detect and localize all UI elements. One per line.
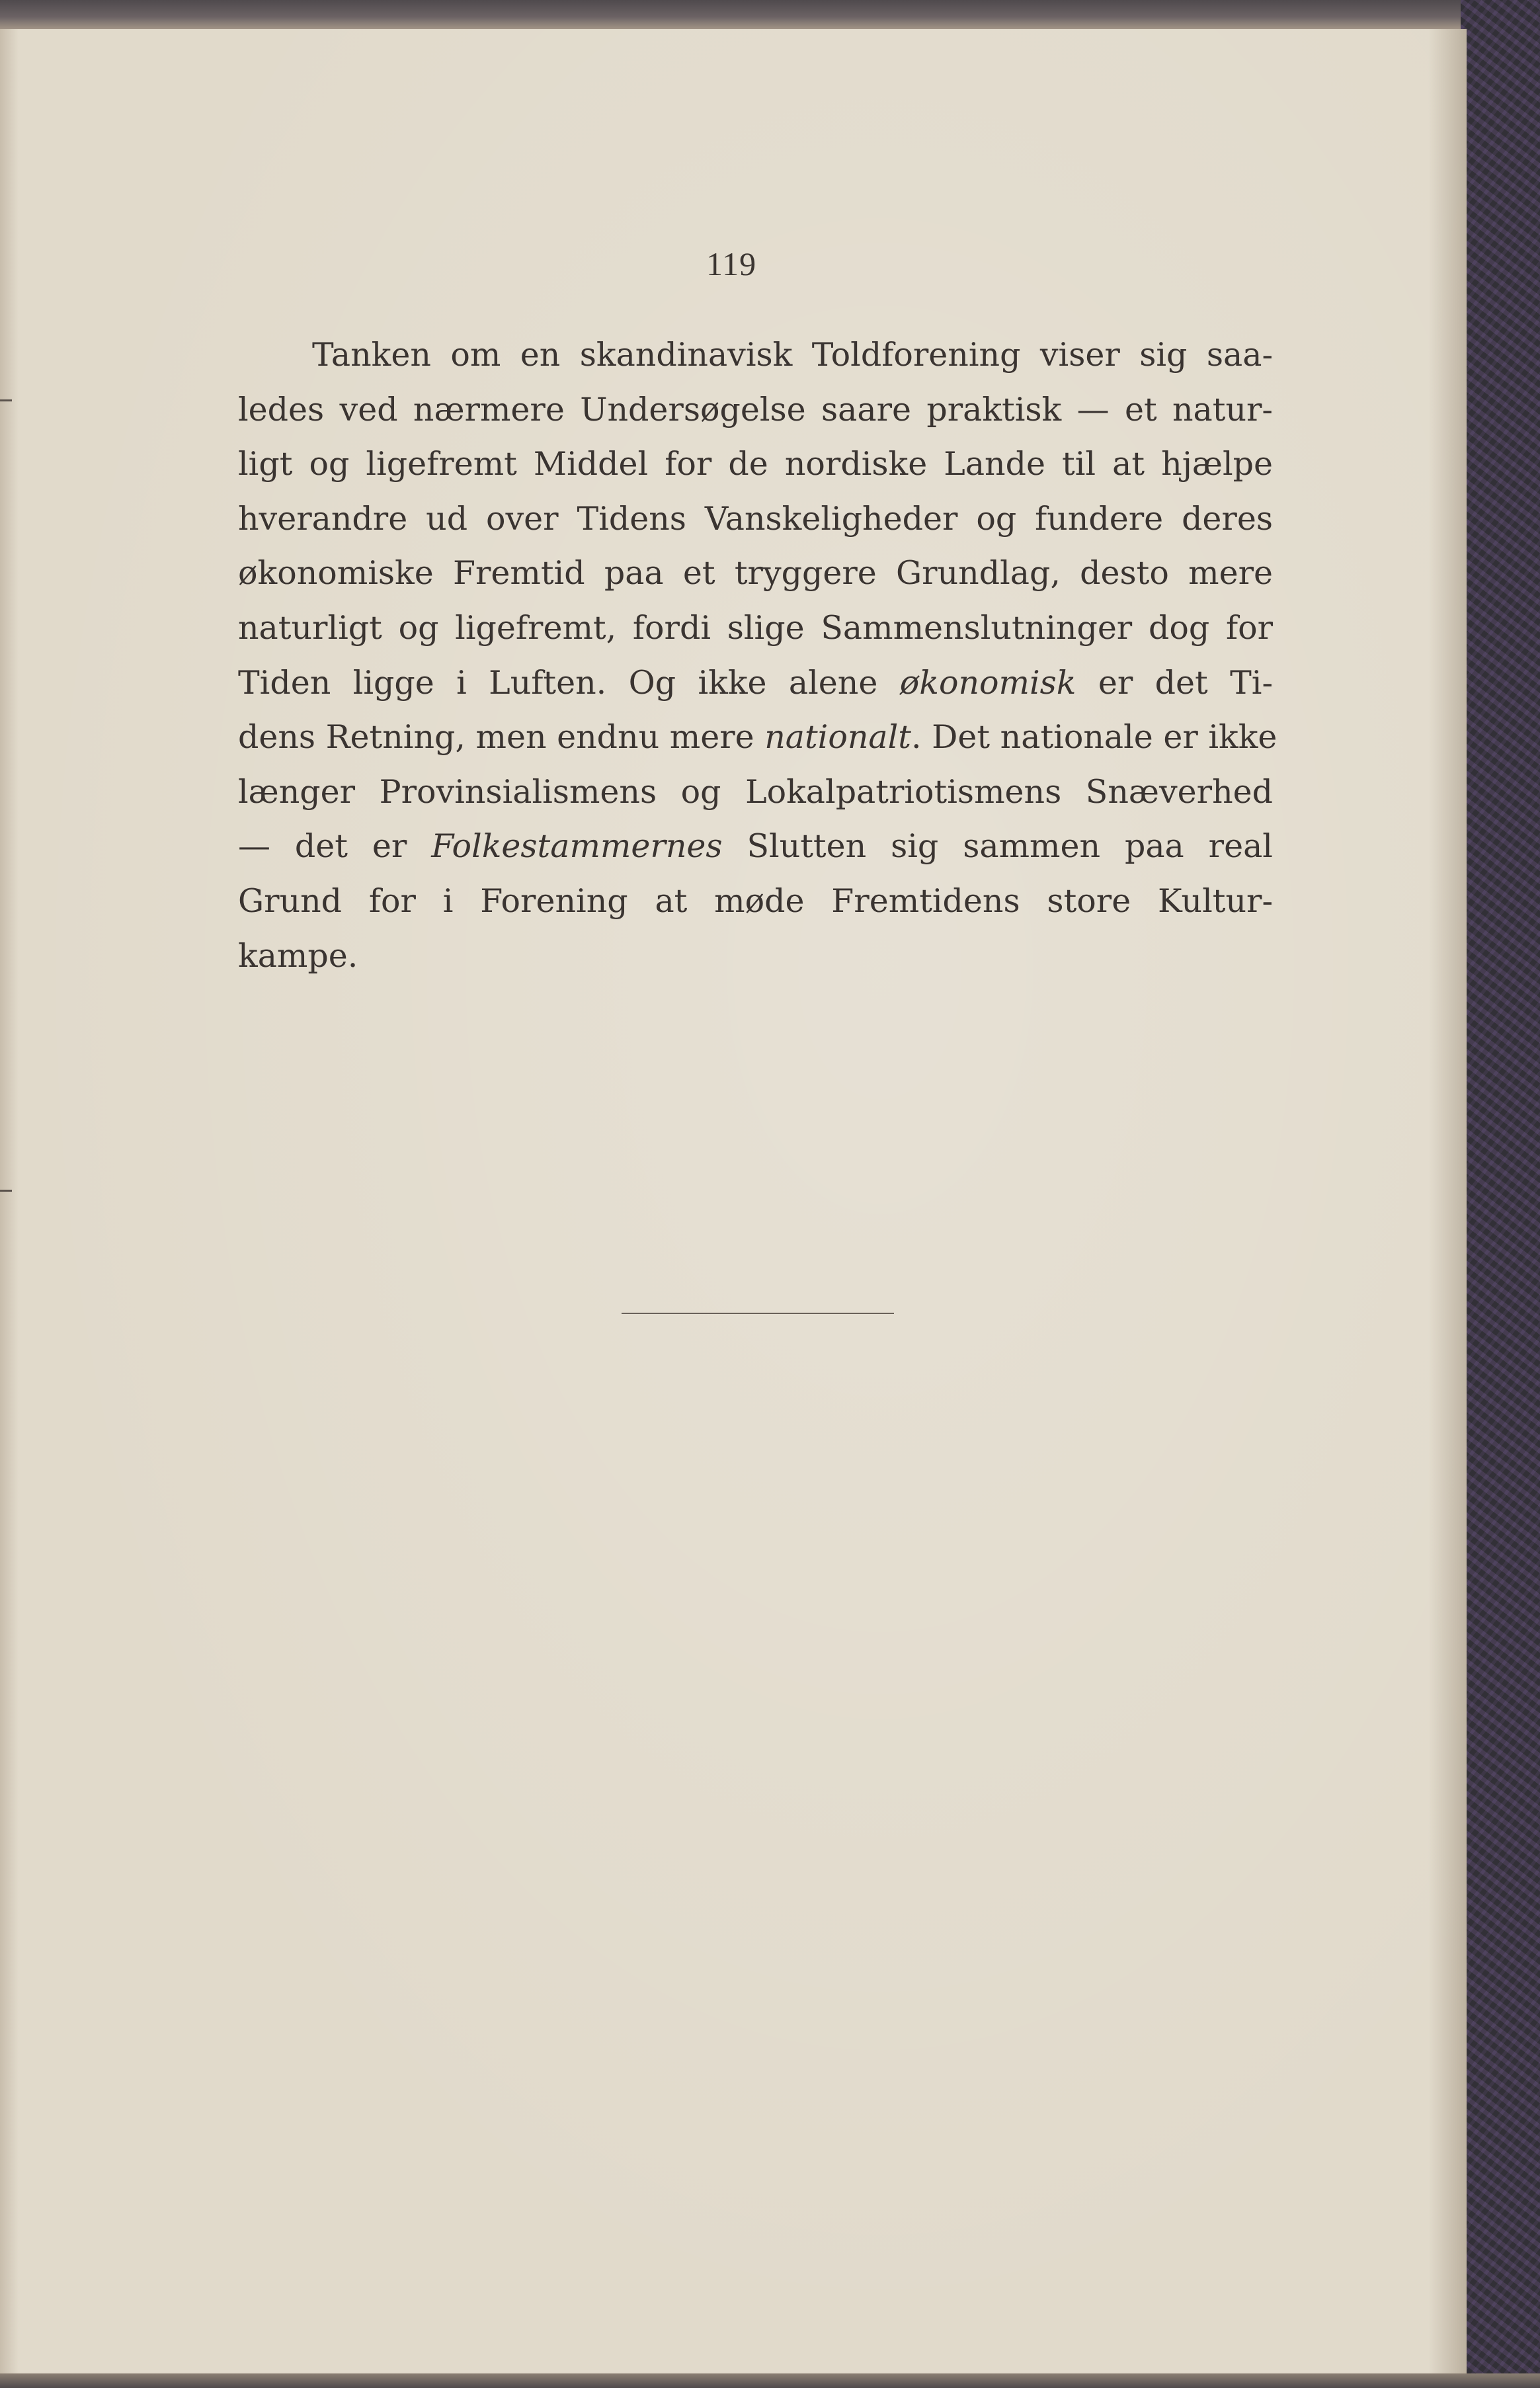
margin-mark xyxy=(0,399,12,401)
marbled-book-cover xyxy=(1461,0,1540,2388)
book-bottom-edge xyxy=(0,2373,1540,2388)
text-line: ledes ved nærmere Undersøgelse saare praktisk — et natur- xyxy=(238,390,1273,429)
text-line: hverandre ud over Tidens Vanskeligheder og fundere deres xyxy=(238,499,1273,538)
text-line: dens Retning, men endnu mere nationalt. Det nationale er ikke xyxy=(238,718,1277,757)
book-top-edge xyxy=(0,0,1540,30)
text-line: Tanken om en skandinavisk Toldforening viser sig saa- xyxy=(312,336,1273,374)
margin-mark xyxy=(0,1190,12,1192)
emphasis-nationalt: nationalt xyxy=(764,718,911,757)
page-number: 119 xyxy=(706,245,757,282)
section-divider-rule xyxy=(622,1313,894,1314)
text-line: kampe. xyxy=(238,936,358,975)
text-line: Tiden ligge i Luften. Og ikke alene økonomisk er det Ti- xyxy=(238,663,1273,702)
book-page xyxy=(0,29,1467,2378)
body-paragraph xyxy=(238,328,1277,983)
text-line: ligt og ligefremt Middel for de nordiske Lande til at hjælpe xyxy=(238,445,1273,483)
emphasis-folkestammernes: Folkestammernes xyxy=(431,827,723,866)
emphasis-okonomisk: økonomisk xyxy=(899,663,1076,702)
text-line: økonomiske Fremtid paa et tryggere Grundlag, desto mere xyxy=(238,554,1273,593)
text-line: naturligt og ligefremt, fordi slige Sammenslutninger dog for xyxy=(238,608,1273,647)
text-line: Grund for i Forening at møde Fremtidens store Kultur- xyxy=(238,882,1273,920)
text-line: længer Provinsialismens og Lokalpatriotismens Snæverhed xyxy=(238,772,1273,811)
text-line: — det er Folkestammernes Slutten sig sammen paa real xyxy=(238,827,1273,866)
